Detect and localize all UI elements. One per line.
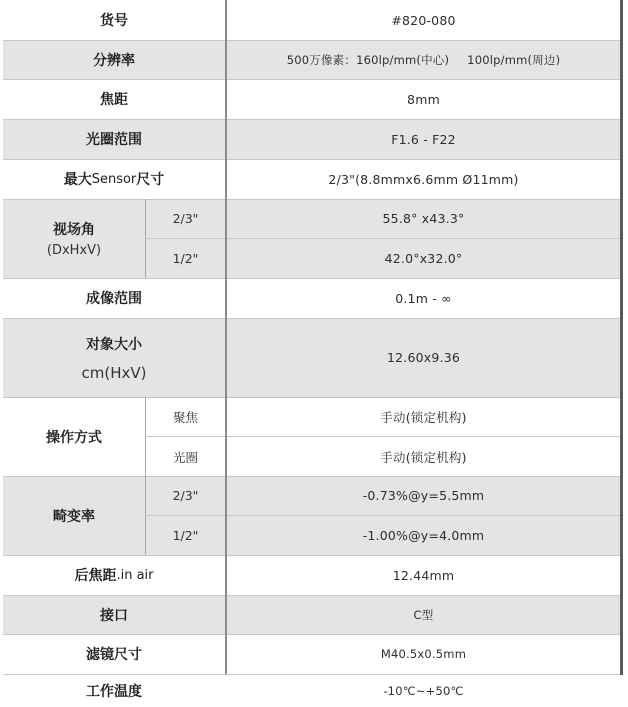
distortion-sensor-1: 2/3" bbox=[172, 488, 199, 503]
object-size-label bbox=[3, 318, 225, 397]
imaging-range-label: 成像范围 bbox=[86, 291, 142, 307]
focal-length-value: 8mm bbox=[407, 91, 440, 107]
resolution-label: 分辨率 bbox=[93, 52, 135, 69]
model-no-value: #820-080 bbox=[391, 12, 456, 28]
view-angle-label bbox=[3, 199, 145, 278]
max-sensor-label-c: 尺寸 bbox=[136, 172, 165, 188]
row-aperture bbox=[3, 119, 620, 159]
row-distortion bbox=[3, 476, 620, 555]
view-angle-sub: (DxHxV) bbox=[46, 243, 102, 258]
back-focus-label-a: 后焦距 bbox=[74, 568, 117, 584]
operating-temp-value: -10℃~+50℃ bbox=[383, 684, 464, 698]
resolution-center: 500万像素：160lp/mm(中心) bbox=[286, 52, 450, 67]
object-size-value: 12.60x9.36 bbox=[386, 350, 460, 365]
model-no-label: 货号 bbox=[100, 13, 128, 29]
distortion-sensor-2: 1/2" bbox=[172, 528, 199, 543]
filter-size-label: 滤镜尺寸 bbox=[86, 647, 142, 663]
back-focus-label-b: .in air bbox=[116, 567, 154, 583]
max-sensor-label-a: 最大 bbox=[63, 172, 92, 188]
mount-label: 接口 bbox=[100, 607, 128, 624]
aperture-label: 光圈范围 bbox=[86, 132, 142, 148]
table-right-edge bbox=[620, 0, 623, 675]
row-focal-length bbox=[3, 79, 620, 119]
row-model-no bbox=[3, 0, 620, 40]
row-view-angle bbox=[3, 199, 620, 278]
imaging-range-value: 0.1m - ∞ bbox=[395, 290, 452, 306]
view-angle-sensor-1: 2/3" bbox=[172, 211, 199, 226]
resolution-edge: 100lp/mm(周边) bbox=[467, 52, 561, 67]
filter-size-value: M40.5x0.5mm bbox=[380, 647, 467, 661]
operation-item-iris: 光圈 bbox=[172, 449, 198, 465]
operation-value-iris: 手动(锁定机构) bbox=[380, 449, 467, 465]
row-filter-size bbox=[3, 634, 620, 675]
view-angle-title: 视场角 bbox=[53, 222, 95, 238]
operation-value-focus: 手动(锁定机构) bbox=[380, 409, 467, 425]
max-sensor-label bbox=[3, 159, 225, 199]
object-size-sub: cm(HxV) bbox=[81, 363, 147, 382]
focal-length-label: 焦距 bbox=[100, 92, 128, 108]
row-back-focus bbox=[3, 555, 620, 595]
max-sensor-label-b: Sensor bbox=[91, 171, 137, 187]
back-focus-value: 12.44mm bbox=[392, 567, 455, 583]
row-imaging-range bbox=[3, 278, 620, 318]
max-sensor-value: 2/3"(8.8mmx6.6mm Ø11mm) bbox=[328, 171, 519, 187]
distortion-value-1: -0.73%@y=5.5mm bbox=[362, 488, 485, 503]
row-resolution bbox=[3, 40, 620, 79]
resolution-value bbox=[227, 40, 620, 79]
row-operating-temp bbox=[3, 675, 620, 707]
aperture-value: F1.6 - F22 bbox=[391, 131, 456, 147]
distortion-label: 畸变率 bbox=[53, 508, 95, 525]
view-angle-sensor-2: 1/2" bbox=[172, 251, 199, 266]
operation-label: 操作方式 bbox=[46, 429, 102, 446]
view-angle-value-2: 42.0°x32.0° bbox=[384, 251, 463, 266]
row-mount bbox=[3, 595, 620, 634]
row-object-size bbox=[3, 318, 620, 397]
distortion-value-2: -1.00%@y=4.0mm bbox=[362, 528, 485, 543]
object-size-title: 对象大小 bbox=[86, 336, 142, 353]
row-max-sensor bbox=[3, 159, 620, 199]
back-focus-label bbox=[3, 555, 225, 595]
operating-temp-label: 工作温度 bbox=[86, 684, 142, 700]
view-angle-value-1: 55.8° x43.3° bbox=[382, 211, 465, 226]
operation-item-focus: 聚焦 bbox=[172, 409, 198, 425]
row-operation bbox=[3, 397, 620, 476]
mount-value: C型 bbox=[413, 607, 434, 622]
